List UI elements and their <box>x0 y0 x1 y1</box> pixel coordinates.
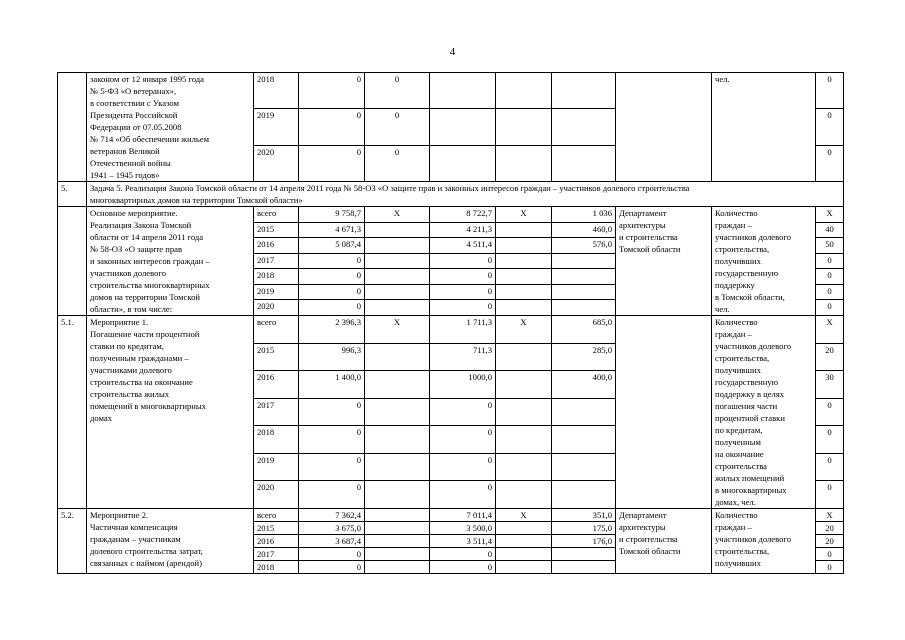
regional-cell <box>430 109 496 145</box>
total-cell: 1 400,0 <box>299 371 365 399</box>
description-line: № 714 «Об обеспечении жильем <box>90 134 210 144</box>
total-cell: 0 <box>299 398 365 426</box>
other-cell: 685,0 <box>552 316 616 344</box>
indicator-line: граждан – <box>715 220 752 230</box>
regional-cell: 0 <box>430 561 496 574</box>
federal-cell <box>365 453 430 481</box>
executor-line: Томской области <box>619 244 681 254</box>
regional-cell: 3 500,0 <box>430 522 496 535</box>
indicator-value-cell: 30 <box>816 371 844 399</box>
year-cell: 2018 <box>254 561 299 574</box>
year-cell: 2015 <box>254 222 299 238</box>
local-cell <box>496 481 552 509</box>
total-cell: 0 <box>299 109 365 145</box>
federal-cell <box>365 548 430 561</box>
local-cell <box>496 222 552 238</box>
federal-cell <box>365 398 430 426</box>
other-cell <box>552 145 616 181</box>
executor-line: Департамент <box>619 208 667 218</box>
other-cell <box>552 73 616 109</box>
other-cell <box>552 109 616 145</box>
federal-cell <box>365 481 430 509</box>
block51-description-cell <box>87 316 254 509</box>
year-cell: 2017 <box>254 548 299 561</box>
description-line: ставки по кредитам, <box>90 341 164 351</box>
executor-line: архитектуры <box>619 522 666 532</box>
year-cell: всего <box>254 509 299 522</box>
other-cell <box>552 253 616 269</box>
other-cell <box>552 548 616 561</box>
local-cell: X <box>496 509 552 522</box>
regional-cell: 1 711,3 <box>430 316 496 344</box>
year-cell: 2020 <box>254 481 299 509</box>
indicator-line: по кредитам, <box>715 425 763 435</box>
local-cell <box>496 522 552 535</box>
program-table <box>57 72 844 574</box>
local-cell <box>496 238 552 254</box>
indicator-value-cell: 0 <box>816 426 844 454</box>
total-cell: 0 <box>299 253 365 269</box>
local-cell <box>496 109 552 145</box>
executor-line: архитектуры <box>619 220 666 230</box>
description-line: № 58-ОЗ «О защите прав <box>90 244 183 254</box>
indicator-line: домах, чел. <box>715 497 756 507</box>
description-line: строительства многоквартирных <box>90 280 210 290</box>
year-cell: 2017 <box>254 253 299 269</box>
indicator-value-cell: 0 <box>816 109 844 145</box>
year-cell: 2019 <box>254 109 299 145</box>
indicator-line: государственную <box>715 377 779 387</box>
description-line: Федерации от 07.05.2008 <box>90 122 182 132</box>
regional-cell: 1000,0 <box>430 371 496 399</box>
federal-cell <box>365 284 430 300</box>
local-cell <box>496 548 552 561</box>
block51-executor-cell <box>616 316 712 509</box>
total-cell: 5 087,4 <box>299 238 365 254</box>
block52-number-cell: 5.2. <box>58 509 87 574</box>
description-line: Погашение части процентной <box>90 329 200 339</box>
table-body <box>58 73 844 574</box>
other-cell: 176,0 <box>552 535 616 548</box>
regional-cell: 0 <box>430 269 496 285</box>
indicator-line: в Томской области, <box>715 292 785 302</box>
description-line: Мероприятие 2. <box>90 510 149 520</box>
page-number: 4 <box>449 46 456 58</box>
total-cell: 9 758,7 <box>299 207 365 223</box>
total-cell: 0 <box>299 73 365 109</box>
other-cell: 351,0 <box>552 509 616 522</box>
regional-cell: 711,3 <box>430 343 496 371</box>
other-cell <box>552 561 616 574</box>
total-cell: 0 <box>299 453 365 481</box>
regional-cell: 4 511,4 <box>430 238 496 254</box>
description-line: № 5-ФЗ «О ветеранах», <box>90 86 177 96</box>
total-cell: 7 362,4 <box>299 509 365 522</box>
task5-text-cell <box>87 182 844 207</box>
local-cell <box>496 269 552 285</box>
description-line: области от 14 апреля 2011 года <box>90 232 204 242</box>
other-cell <box>552 300 616 316</box>
executor-line: Департамент <box>619 510 667 520</box>
year-cell: 2016 <box>254 238 299 254</box>
year-cell: 2020 <box>254 300 299 316</box>
other-cell: 400,0 <box>552 371 616 399</box>
indicator-value-cell: 0 <box>816 73 844 109</box>
description-line: домах <box>90 413 112 423</box>
total-cell: 0 <box>299 426 365 454</box>
indicator-line: получивших <box>715 256 761 266</box>
local-cell <box>496 398 552 426</box>
indicator-value-cell: 20 <box>816 522 844 535</box>
other-cell <box>552 398 616 426</box>
year-cell: 2015 <box>254 522 299 535</box>
block52-indicator-cell <box>712 509 816 574</box>
local-cell <box>496 371 552 399</box>
block0-description-cell <box>87 73 254 182</box>
local-cell: X <box>496 316 552 344</box>
description-line: Президента Российской <box>90 110 178 120</box>
total-cell: 0 <box>299 561 365 574</box>
description-line: участниками долевого <box>90 365 172 375</box>
total-cell: 0 <box>299 300 365 316</box>
indicator-value-cell: X <box>816 316 844 344</box>
block1-row <box>58 207 844 223</box>
other-cell: 460,0 <box>552 222 616 238</box>
indicator-line: строительства, <box>715 244 770 254</box>
executor-line: Томской области <box>619 546 681 556</box>
federal-cell <box>365 238 430 254</box>
indicator-value-cell: 20 <box>816 535 844 548</box>
description-line: строительства жилых <box>90 389 170 399</box>
indicator-line: чел. <box>715 304 730 314</box>
regional-cell: 4 211,3 <box>430 222 496 238</box>
indicator-value-cell: 40 <box>816 222 844 238</box>
regional-cell <box>430 73 496 109</box>
regional-cell: 0 <box>430 398 496 426</box>
year-cell: 2017 <box>254 398 299 426</box>
indicator-value-cell: 0 <box>816 548 844 561</box>
indicator-value-cell: 50 <box>816 238 844 254</box>
indicator-line: граждан – <box>715 522 752 532</box>
description-line: полученным гражданами – <box>90 353 189 363</box>
local-cell <box>496 343 552 371</box>
description-line: гражданам – участникам <box>90 534 181 544</box>
task5-text-line: Задача 5. Реализация Закона Томской области от 14 апреля 2011 года № 58-ОЗ «О защите прав и законных интересов граждан – участников долевого строительства <box>90 183 690 193</box>
block52-description-cell <box>87 509 254 574</box>
block0-row <box>58 73 844 109</box>
year-cell: 2018 <box>254 426 299 454</box>
indicator-line: Количество <box>715 317 758 327</box>
year-cell: 2016 <box>254 535 299 548</box>
executor-line: и строительства <box>619 534 678 544</box>
block51-indicator-cell <box>712 316 816 509</box>
federal-cell <box>365 535 430 548</box>
block0-executor-cell <box>616 73 712 182</box>
federal-cell <box>365 522 430 535</box>
other-cell: 576,0 <box>552 238 616 254</box>
description-line: связанных с наймом (арендой) <box>90 558 202 568</box>
federal-cell <box>365 343 430 371</box>
block51-number-cell: 5.1. <box>58 316 87 509</box>
total-cell: 2 396,3 <box>299 316 365 344</box>
description-line: Основное мероприятие. <box>90 208 178 218</box>
regional-cell: 0 <box>430 253 496 269</box>
other-cell <box>552 269 616 285</box>
local-cell <box>496 145 552 181</box>
indicator-line: строительства <box>715 461 767 471</box>
indicator-value-cell: 0 <box>816 561 844 574</box>
indicator-value-cell: X <box>816 207 844 223</box>
indicator-value-cell: 0 <box>816 269 844 285</box>
indicator-line: на окончание <box>715 449 764 459</box>
regional-cell: 0 <box>430 548 496 561</box>
local-cell <box>496 561 552 574</box>
indicator-line: участников долевого <box>715 341 792 351</box>
regional-cell: 0 <box>430 284 496 300</box>
indicator-line: Количество <box>715 208 758 218</box>
local-cell <box>496 453 552 481</box>
description-line: строительства на окончание <box>90 377 193 387</box>
year-cell: всего <box>254 316 299 344</box>
indicator-value-cell: 0 <box>816 300 844 316</box>
total-cell: 3 687,4 <box>299 535 365 548</box>
description-line: в соответствии с Указом <box>90 98 179 108</box>
block51-row <box>58 316 844 344</box>
federal-cell <box>365 371 430 399</box>
total-cell: 3 675,0 <box>299 522 365 535</box>
description-line: помещений в многоквартирных <box>90 401 206 411</box>
year-cell: 2018 <box>254 73 299 109</box>
indicator-line: граждан – <box>715 329 752 339</box>
task5-row <box>58 182 844 207</box>
local-cell <box>496 284 552 300</box>
regional-cell: 0 <box>430 481 496 509</box>
indicator-value-cell: 0 <box>816 398 844 426</box>
year-cell: 2020 <box>254 145 299 181</box>
year-cell: всего <box>254 207 299 223</box>
block1-indicator-cell <box>712 207 816 316</box>
indicator-value-cell: X <box>816 509 844 522</box>
indicator-line: строительства, <box>715 546 770 556</box>
indicator-line: получивших <box>715 558 761 568</box>
local-cell <box>496 253 552 269</box>
federal-cell: 0 <box>365 73 430 109</box>
indicator-line: жилых помещений <box>715 473 785 483</box>
description-line: участников долевого <box>90 268 167 278</box>
indicator-line: получивших <box>715 365 761 375</box>
indicator-line: государственную <box>715 268 779 278</box>
regional-cell: 3 511,4 <box>430 535 496 548</box>
indicator-line: участников долевого <box>715 534 792 544</box>
indicator-value-cell: 20 <box>816 343 844 371</box>
federal-cell <box>365 222 430 238</box>
year-cell: 2015 <box>254 343 299 371</box>
other-cell: 285,0 <box>552 343 616 371</box>
local-cell <box>496 426 552 454</box>
indicator-line: Количество <box>715 510 758 520</box>
local-cell <box>496 300 552 316</box>
federal-cell: 0 <box>365 109 430 145</box>
description-line: Реализация Закона Томской <box>90 220 192 230</box>
regional-cell: 0 <box>430 453 496 481</box>
block1-executor-cell <box>616 207 712 316</box>
indicator-line: чел. <box>715 74 730 84</box>
description-line: домов на территории Томской <box>90 292 200 302</box>
indicator-line: погашения части <box>715 401 778 411</box>
indicator-value-cell: 0 <box>816 284 844 300</box>
indicator-value-cell: 0 <box>816 481 844 509</box>
other-cell <box>552 481 616 509</box>
description-line: 1941 – 1945 годов» <box>90 170 160 180</box>
federal-cell <box>365 253 430 269</box>
task5-number-cell: 5. <box>58 182 87 207</box>
block52-executor-cell <box>616 509 712 574</box>
federal-cell: 0 <box>365 145 430 181</box>
regional-cell: 0 <box>430 426 496 454</box>
task5-text-line: многоквартирных домов на территории Томской области» <box>90 195 303 205</box>
block52-row <box>58 509 844 522</box>
description-line: и законных интересов граждан – <box>90 256 210 266</box>
federal-cell <box>365 561 430 574</box>
indicator-line: участников долевого <box>715 232 792 242</box>
local-cell <box>496 73 552 109</box>
indicator-value-cell: 0 <box>816 145 844 181</box>
federal-cell: X <box>365 207 430 223</box>
description-line: законом от 12 января 1995 года <box>90 74 204 84</box>
year-cell: 2016 <box>254 371 299 399</box>
other-cell <box>552 453 616 481</box>
total-cell: 0 <box>299 145 365 181</box>
federal-cell <box>365 269 430 285</box>
other-cell: 1 036 <box>552 207 616 223</box>
other-cell <box>552 284 616 300</box>
regional-cell <box>430 145 496 181</box>
indicator-line: строительства, <box>715 353 770 363</box>
federal-cell <box>365 426 430 454</box>
block1-description-cell <box>87 207 254 316</box>
indicator-value-cell: 0 <box>816 453 844 481</box>
indicator-line: поддержку в целях <box>715 389 785 399</box>
other-cell <box>552 426 616 454</box>
federal-cell <box>365 300 430 316</box>
description-line: Отечественной войны <box>90 158 171 168</box>
year-cell: 2019 <box>254 453 299 481</box>
local-cell: X <box>496 207 552 223</box>
total-cell: 4 671,3 <box>299 222 365 238</box>
total-cell: 0 <box>299 269 365 285</box>
indicator-value-cell: 0 <box>816 253 844 269</box>
block0-number-cell <box>58 73 87 182</box>
federal-cell: X <box>365 316 430 344</box>
regional-cell: 0 <box>430 300 496 316</box>
regional-cell: 7 011,4 <box>430 509 496 522</box>
total-cell: 0 <box>299 284 365 300</box>
other-cell: 175,0 <box>552 522 616 535</box>
total-cell: 996,3 <box>299 343 365 371</box>
indicator-line: поддержку <box>715 280 755 290</box>
description-line: ветеранов Великой <box>90 146 160 156</box>
year-cell: 2018 <box>254 269 299 285</box>
indicator-line: процентной ставки <box>715 413 785 423</box>
executor-line: и строительства <box>619 232 678 242</box>
year-cell: 2019 <box>254 284 299 300</box>
regional-cell: 8 722,7 <box>430 207 496 223</box>
total-cell: 0 <box>299 481 365 509</box>
total-cell: 0 <box>299 548 365 561</box>
description-line: области», в том числе: <box>90 304 173 314</box>
local-cell <box>496 535 552 548</box>
federal-cell <box>365 509 430 522</box>
block0-indicator-cell <box>712 73 816 182</box>
description-line: Частичная компенсация <box>90 522 178 532</box>
description-line: Мероприятие 1. <box>90 317 149 327</box>
indicator-line: в многоквартирных <box>715 485 787 495</box>
indicator-line: полученным <box>715 437 761 447</box>
description-line: долевого строительства затрат, <box>90 546 203 556</box>
block1-number-cell <box>58 207 87 316</box>
